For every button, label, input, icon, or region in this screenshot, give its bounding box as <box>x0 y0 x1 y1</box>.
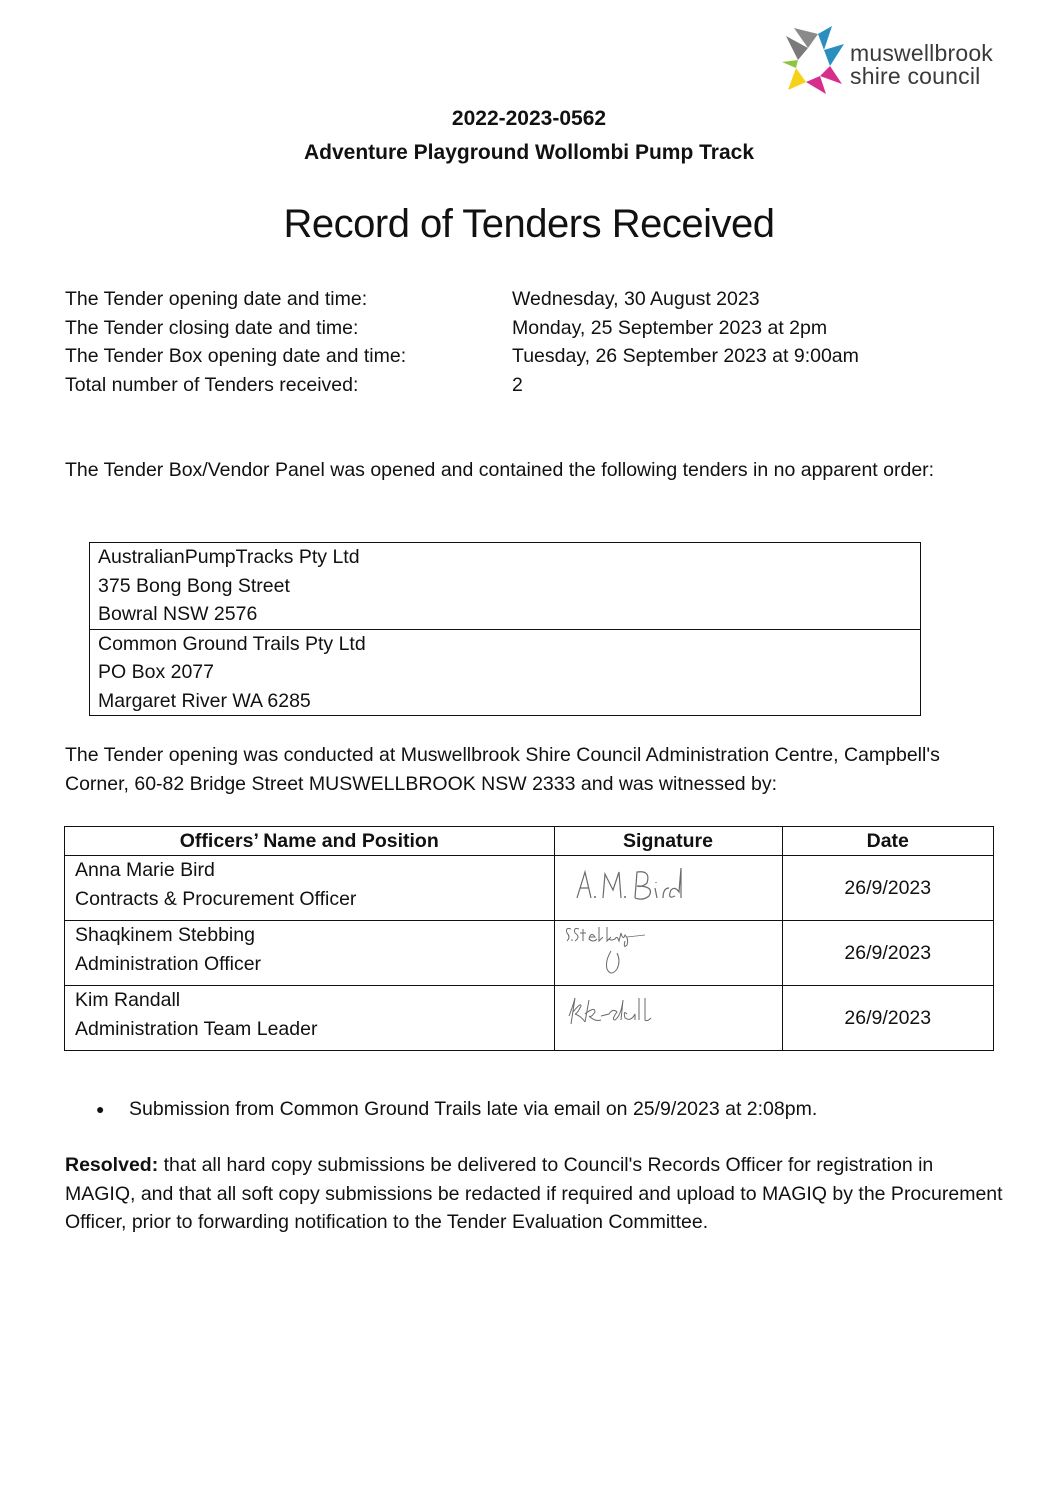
signature-cell <box>554 921 782 986</box>
info-value: Tuesday, 26 September 2023 at 9:00am <box>512 345 859 367</box>
info-value: 2 <box>512 373 523 396</box>
vendor-address-line: PO Box 2077 <box>98 661 214 683</box>
logo-text-line2: shire council <box>850 63 981 89</box>
vendor-address-line: Bowral NSW 2576 <box>98 603 258 625</box>
resolved-label: Resolved: <box>65 1154 159 1176</box>
info-label: The Tender opening date and time: <box>65 288 368 310</box>
vendor-name: AustralianPumpTracks Pty Ltd <box>98 546 360 568</box>
vendor-entry <box>90 543 920 629</box>
info-value: Wednesday, 30 August 2023 <box>512 288 760 310</box>
intro-paragraph: The Tender Box/Vendor Panel was opened and contained the following tenders in no apparent order: <box>65 459 935 481</box>
page-title: Record of Tenders Received <box>283 202 775 246</box>
column-header-signature: Signature <box>554 827 782 856</box>
resolved-paragraph <box>65 1151 1005 1237</box>
officer-cell <box>65 921 555 986</box>
project-title: Adventure Playground Wollombi Pump Track <box>303 141 754 164</box>
table-row <box>65 921 994 986</box>
vendor-entry <box>90 629 920 716</box>
info-value: Monday, 25 September 2023 at 2pm <box>512 316 828 339</box>
officer-position: Administration Team Leader <box>75 1017 318 1040</box>
officers-table <box>64 826 994 1051</box>
date-cell: 26/9/2023 <box>782 986 993 1051</box>
date-cell: 26/9/2023 <box>782 856 993 921</box>
vendor-list <box>89 542 921 716</box>
table-header-row <box>65 827 994 856</box>
info-label: The Tender closing date and time: <box>65 316 359 339</box>
signature-image <box>555 856 782 914</box>
officer-position: Administration Officer <box>75 952 262 975</box>
table-row <box>65 986 994 1051</box>
info-label: Total number of Tenders received: <box>65 373 359 396</box>
vendor-address-line: Margaret River WA 6285 <box>98 689 311 712</box>
vendor-name: Common Ground Trails Pty Ltd <box>98 632 366 655</box>
officer-cell <box>65 856 555 921</box>
opening-paragraph: The Tender opening was conducted at Muswellbrook Shire Council Administration Centre, Campbell's Corner, 60-82 Bridge Street MUSWELLBROOK NSW 2333 and was witnessed by: <box>65 744 940 795</box>
column-header-name: Officers’ Name and Position <box>65 827 555 856</box>
council-logo <box>780 24 1020 96</box>
signature-cell <box>554 986 782 1051</box>
bullet-icon: ● <box>96 1101 105 1117</box>
officer-position: Contracts & Procurement Officer <box>75 887 357 910</box>
officer-name: Shaqkinem Stebbing <box>75 924 255 946</box>
officer-name: Anna Marie Bird <box>75 859 215 881</box>
signature-cell <box>554 856 782 921</box>
officer-name: Kim Randall <box>75 989 181 1011</box>
column-header-date: Date <box>782 827 993 856</box>
tender-reference: 2022-2023-0562 <box>451 107 607 130</box>
signature-image <box>555 986 782 1044</box>
note-text: Submission from Common Ground Trails late via email on 25/9/2023 at 2:08pm. <box>129 1098 818 1120</box>
signature-image <box>555 921 782 979</box>
council-logo-icon <box>780 24 846 96</box>
date-cell: 26/9/2023 <box>782 921 993 986</box>
vendor-address-line: 375 Bong Bong Street <box>98 574 290 597</box>
resolved-text: that all hard copy submissions be delivered to Council's Records Officer for registration in MAGIQ, and that all soft copy submissions be redacted if required and upload to MAGIQ by the Procurement Officer, prior to forwarding notification to the Tender Evaluation Committee. <box>65 1154 1003 1233</box>
table-row <box>65 856 994 921</box>
info-label: The Tender Box opening date and time: <box>65 345 407 367</box>
logo-text-line1: muswellbrook <box>850 40 994 66</box>
officer-cell <box>65 986 555 1051</box>
